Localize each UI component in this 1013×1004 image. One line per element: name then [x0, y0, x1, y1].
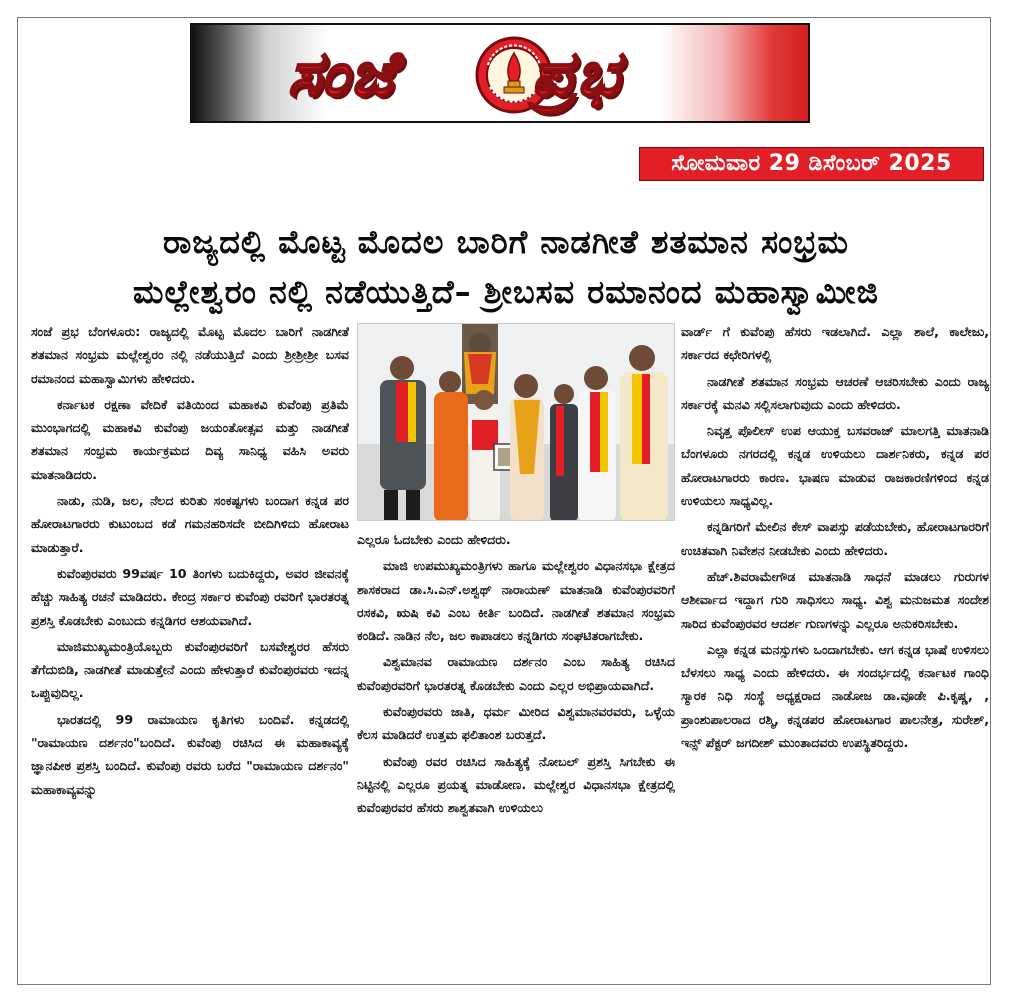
article-column-3 [681, 320, 989, 980]
paragraph: ಕನ್ನಡಿಗರಿಗೆ ಮೇಲಿನ ಕೇಸ್ ವಾಪಸ್ಸು ಪಡೆಯಬೇಕು, ಹೋರಾಟಗಾರರಿಗೆ ಉಚಿತವಾಗಿ ನಿವೇಶನ ನೀಡಬೇಕು ಎಂದು ಹೇಳಿದರು. [681, 519, 989, 558]
paragraph: ಮಾಜಿಮುಖ್ಯಮಂತ್ರಿಯೊಬ್ಬರು ಕುವೆಂಪುರವರಿಗೆ ಬಸವೇಶ್ವರರ ಹೆಸರು ತೆಗೆದುಬಿಡಿ, ನಾಡಗೀತೆ ಮಾಡುತ್ತೇನೆ ಎಂದು ಹೇಳುತ್ತಾರೆ ಕುವೆಂಪುರವರು ಇದನ್ನ ಒಪ್ಪುವುದಿಲ್ಲ. [31, 638, 349, 701]
paragraph: ಕರ್ನಾಟಕ ರಕ್ಷಣಾ ವೇದಿಕೆ ವತಿಯಿಂದ ಮಹಾಕವಿ ಕುವೆಂಪು ಪ್ರತಿಮೆ ಮುಂಭಾಗದಲ್ಲಿ ಮಹಾಕವಿ ಕುವೆಂಪು ಜಯಂತೋತ್ಸವ ಮತ್ತು ನಾಡಗೀತೆ ಶತಮಾನ ಸಂಭ್ರಮ ಕಾರ್ಯಕ್ರಮದ ದಿವ್ಯ ಸಾನಿಧ್ಯ ವಹಿಸಿ ಅವರು ಮಾತನಾಡಿದರು. [31, 396, 349, 482]
article-column-1 [31, 320, 349, 980]
paragraph: ಎಲ್ಲಾ ಕನ್ನಡ ಮನಸ್ಸುಗಳು ಒಂದಾಗಬೇಕು. ಆಗ ಕನ್ನಡ ಭಾಷೆ ಉಳಿಸಲು ಬೆಳಸಲು ಸಾಧ್ಯ ಎಂದು ಹೇಳಿದರು. ಈ ಸಂದರ್ಭದಲ್ಲಿ ಕರ್ನಾಟಕ ಗಾಂಧಿ ಸ್ಮಾರಕ ನಿಧಿ ಸಂಸ್ಥೆ ಅಧ್ಯಕ್ಷರಾದ ನಾಡೋಜ ಡಾ.ವೂಡೇ ಪಿ.ಕೃಷ್ಣ, , ಪ್ರಾಂಶುಪಾಲರಾದ ರಶ್ಮಿ, ಕನ್ನಡಪರ ಹೋರಾಟಗಾರ ಪಾಲನೇತ್ರ, ಸುರೇಶ್, ಇನ್ಸ್ ಪೆಕ್ಟರ್ ಜಗದೀಶ್ ಮುಂತಾದವರು ಉಪಸ್ಥಿತರಿದ್ದರು. [681, 641, 989, 751]
paragraph: ನಾಡಗೀತೆ ಶತಮಾನ ಸಂಭ್ರಮ ಆಚರಣೆ ಆಚರಿಸಬೇಕು ಎಂದು ರಾಜ್ಯ ಸರ್ಕಾರಕ್ಕೆ ಮನವಿ ಸಲ್ಲಿಸಲಾಗುವುದು ಎಂದು ಹೇಳಿದರು. [681, 373, 989, 412]
paragraph: ಮಾಜಿ ಉಪಮುಖ್ಯಮಂತ್ರಿಗಳು ಹಾಗೂ ಮಲ್ಲೇಶ್ವರಂ ವಿಧಾನಸಭಾ ಕ್ಷೇತ್ರದ ಶಾಸಕರಾದ ಡಾ.ಸಿ.ಎನ್.ಅಶ್ವಥ್ ನಾರಾಯಣ್ ಮಾತನಾಡಿ ಕುವೆಂಪುರವರಿಗೆ ರಸಕವಿ, ಋಷಿ ಕವಿ ಎಂಬ ಕೀರ್ತಿ ಬಂದಿದೆ. ನಾಡಗೀತೆ ಶತಮಾನ ಸಂಭ್ರಮ ಕಂಡಿದೆ. ನಾಡಿನ ನೆಲ, ಜಲ ಕಾಪಾಡಲು ಕನ್ನಡಿಗರು ಸಂಘಟಿತರಾಗಬೇಕು. [357, 558, 675, 644]
event-photo-illustration [358, 324, 675, 521]
headline-line-1: ರಾಜ್ಯದಲ್ಲಿ ಮೊಟ್ಟ ಮೊದಲ ಬಾರಿಗೆ ನಾಡಗೀತೆ ಶತಮಾನ ಸಂಭ್ರಮ [163, 223, 849, 261]
paragraph: ಸಂಜೆ ಪ್ರಭ ಬೆಂಗಳೂರು: ರಾಜ್ಯದಲ್ಲಿ ಮೊಟ್ಟ ಮೊದಲ ಬಾರಿಗೆ ನಾಡಗೀತೆ ಶತಮಾನ ಸಂಭ್ರಮ ಮಲ್ಲೇಶ್ವರಂ ನಲ್ಲಿ ನಡೆಯುತ್ತಿದೆ ಎಂದು ಶ್ರೀಶ್ರೀಶ್ರೀ ಬಸವ ರಮಾನಂದ ಮಹಾಸ್ವಾಮಿಗಳು ಹೇಳಿದರು. [31, 324, 349, 386]
paragraph: ಕುವೆಂಪು ರವರ ರಚಿಸಿದ ಸಾಹಿತ್ಯಕ್ಕೆ ನೋಬಲ್ ಪ್ರಶಸ್ತಿ ಸಿಗಬೇಕು ಈ ನಿಟ್ಟಿನಲ್ಲಿ ಎಲ್ಲರೂ ಪ್ರಯತ್ನ ಮಾಡೋಣ. ಮಲ್ಲೇಶ್ವರ ವಿಧಾನಸಭಾ ಕ್ಷೇತ್ರದಲ್ಲಿ ಕುವೆಂಪುರವರ ಹೆಸರು ಶಾಶ್ವತವಾಗಿ ಉಳಿಯಲು [357, 753, 675, 816]
paragraph: ಎಲ್ಲರೂ ಓದಬೇಕು ಎಂದು ಹೇಳಿದರು. [357, 532, 511, 547]
paragraph: ನಿವೃತ್ತ ಪೊಲೀಸ್ ಉಪ ಆಯುಕ್ತ ಬಸವರಾಜ್ ಮಾಲಗತ್ತಿ ಮಾತನಾಡಿ ಬೆಂಗಳೂರು ನಗರದಲ್ಲಿ ಕನ್ನಡ ಉಳಿಯಲು ದಾರ್ಶನಿಕರು, ಕನ್ನಡ ಪರ ಹೋರಾಟಗಾರರು ಕಾರಣ. ಭಾಷಣ ಮಾಡುವ ರಾಜಕಾರಣಿಗಳಿಂದ ಕನ್ನಡ ಉಳಿಯಲು ಸಾಧ್ಯವಿಲ್ಲ. [681, 423, 989, 509]
paragraph: ನಾಡು, ನುಡಿ, ಜಲ, ನೆಲದ ಕುರಿತು ಸಂಕಷ್ಟಗಳು ಬಂದಾಗ ಕನ್ನಡ ಪರ ಹೋರಾಟಗಾರರು ಕುಟುಂಬದ ಕಡೆ ಗಮನಹರಿಸದೇ ಬೀದಿಗಿಳಿದು ಹೋರಾಟ ಮಾಡುತ್ತಾರೆ. [31, 493, 349, 555]
event-photo [357, 323, 675, 521]
paragraph: ಭಾರತದಲ್ಲಿ 99 ರಾಮಾಯಣ ಕೃತಿಗಳು ಬಂದಿವೆ. ಕನ್ನಡದಲ್ಲಿ "ರಾಮಾಯಣ ದರ್ಶನಂ"ಬಂದಿದೆ. ಕುವೆಂಪು ರಚಿಸಿದ ಈ ಮಹಾಕಾವ್ಯಕ್ಕೆ ಜ್ಞಾನಪೀಠ ಪ್ರಶಸ್ತಿ ಬಂದಿದೆ. ಕುವೆಂಪು ರವರು ಬರೆದ "ರಾಮಾಯಣ ದರ್ಶನಂ" ಮಹಾಕಾವ್ಯವನ್ನು [31, 711, 349, 797]
masthead-title-left: ಸಂಜೆ [288, 37, 397, 110]
paragraph: ವಾರ್ಡ್ ಗೆ ಕುವೆಂಪು ಹೆಸರು ಇಡಲಾಗಿದೆ. ಎಲ್ಲಾ ಶಾಲೆ, ಕಾಲೇಜು, ಸರ್ಕಾರದ ಕಛೇರಿಗಳಲ್ಲಿ [681, 324, 989, 363]
paragraph: ಹೆಚ್.ಶಿವರಾಮೇಗೌಡ ಮಾತನಾಡಿ ಸಾಧನೆ ಮಾಡಲು ಗುರುಗಳ ಆಶೀರ್ವಾದ ಇದ್ದಾಗ ಗುರಿ ಸಾಧಿಸಲು ಸಾಧ್ಯ. ವಿಶ್ವ ಮನುಜಮತ ಸಂದೇಶ ಸಾರಿದ ಕುವೆಂಪುರವರ ಆದರ್ಶ ಗುಣಗಳನ್ನು ಎಲ್ಲರೂ ಅನುಕರಿಸಬೇಕು. [681, 568, 989, 631]
masthead-title-right: ಪ್ರಭ [532, 37, 621, 110]
article-column-2 [357, 528, 675, 980]
paragraph: ಕುವೆಂಪುರವರು ಜಾತಿ, ಧರ್ಮ ಮೀರಿದ ವಿಶ್ವಮಾನವರವರು, ಒಳ್ಳೆಯ ಕೆಲಸ ಮಾಡಿದರೆ ಉತ್ತಮ ಫಲಿತಾಂಶ ಬರುತ್ತದೆ. [357, 704, 675, 743]
paragraph: ಕುವೆಂಪುರವರು 99ವರ್ಷ 10 ತಿಂಗಳು ಬದುಕಿದ್ದರು, ಅವರ ಜೀವನಕ್ಕೆ ಹೆಚ್ಚು ಸಾಹಿತ್ಯ ರಚನೆ ಮಾಡಿದರು. ಕೇಂದ್ರ ಸರ್ಕಾರ ಕುವೆಂಪು ರವರಿಗೆ ಭಾರತರತ್ನ ಪ್ರಶಸ್ತಿ ಕೊಡಬೇಕು ಎಂಬುದು ಕನ್ನಡಿಗರ ಆಶಯವಾಗಿದೆ. [31, 565, 349, 628]
masthead-banner [190, 23, 810, 123]
paragraph: ವಿಶ್ವಮಾನವ ರಾಮಾಯಣ ದರ್ಶನಂ ಎಂಬ ಸಾಹಿತ್ಯ ರಚಿಸಿದ ಕುವೆಂಪುರವರಿಗೆ ಭಾರತರತ್ನ ಕೊಡಬೇಕು ಎಂದು ಎಲ್ಲರ ಅಭಿಪ್ರಾಯವಾಗಿದೆ. [357, 654, 675, 693]
date-badge: ಸೋಮವಾರ 29 ಡಿಸೆಂಬರ್ 2025 [639, 147, 984, 181]
headline-line-2: ಮಲ್ಲೇಶ್ವರಂ ನಲ್ಲಿ ನಡೆಯುತ್ತಿದೆ– ಶ್ರೀಬಸವ ರಮಾನಂದ ಮಹಾಸ್ವಾಮೀಜಿ [133, 273, 879, 311]
